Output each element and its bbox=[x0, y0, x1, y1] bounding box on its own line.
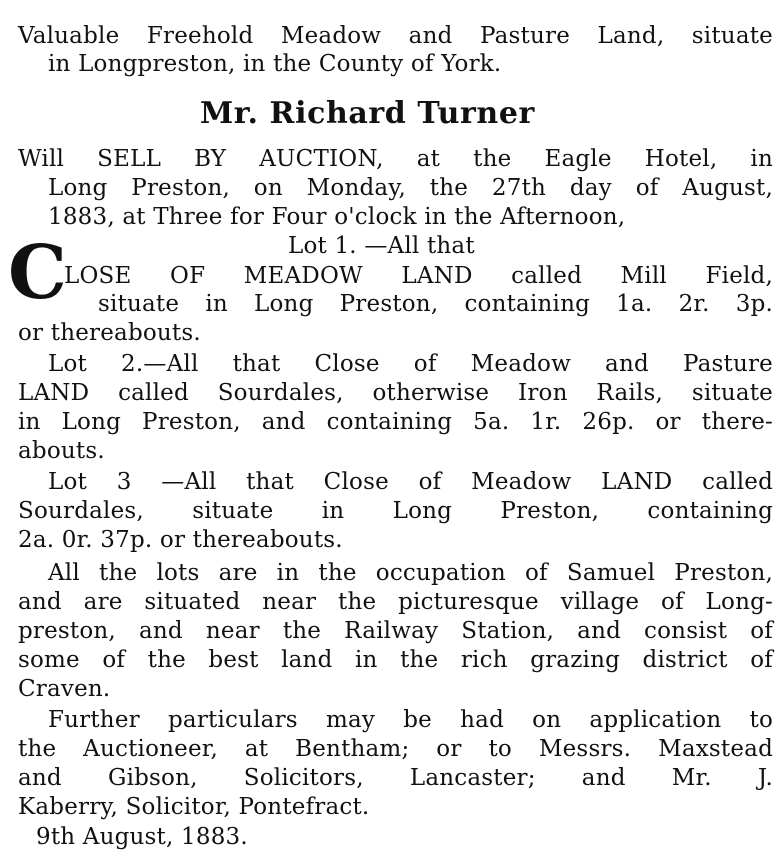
lot1-dropcap: C bbox=[8, 230, 67, 316]
particulars-line-4: Kaberry, Solicitor, Pontefract. bbox=[18, 794, 370, 820]
lot1-line-2: situate in Long Preston, containing 1a. 2r. 3p. bbox=[98, 291, 773, 317]
particulars-line-1: Further particulars may be had on application to bbox=[48, 707, 773, 733]
particulars-line-2: the Auctioneer, at Bentham; or to Messrs. Maxstead bbox=[18, 736, 773, 762]
lot2-line-3: in Long Preston, and containing 5a. 1r. 26p. or there- bbox=[18, 409, 773, 435]
notice-date: 9th August, 1883. bbox=[36, 824, 248, 850]
lot3-line-3: 2a. 0r. 37p. or thereabouts. bbox=[18, 527, 343, 553]
intro-line-1: Will SELL BY AUCTION, at the Eagle Hotel, in bbox=[18, 146, 773, 172]
lot2-line-4: abouts. bbox=[18, 438, 105, 464]
intro-line-3: 1883, at Three for Four o'clock in the Afternoon, bbox=[48, 204, 626, 230]
occupation-line-1: All the lots are in the occupation of Samuel Preston, bbox=[48, 560, 773, 586]
particulars-line-3: and Gibson, Solicitors, Lancaster; and Mr. J. bbox=[18, 765, 773, 791]
lot3-line-1: Lot 3 —All that Close of Meadow LAND called bbox=[48, 469, 773, 495]
heading-line-2: in Longpreston, in the County of York. bbox=[48, 51, 502, 77]
occupation-line-3: preston, and near the Railway Station, and consist of bbox=[18, 618, 773, 644]
lot1-line-1: LOSE OF MEADOW LAND called Mill Field, bbox=[64, 263, 773, 289]
heading-line-1: Valuable Freehold Meadow and Pasture Land, situate bbox=[18, 23, 773, 49]
auctioneer-name: Mr. Richard Turner bbox=[200, 96, 535, 131]
lot2-line-1: Lot 2.—All that Close of Meadow and Pasture bbox=[48, 351, 773, 377]
lot1-heading: Lot 1. —All that bbox=[288, 233, 475, 259]
lot3-line-2: Sourdales, situate in Long Preston, containing bbox=[18, 498, 773, 524]
lot1-line-3: or thereabouts. bbox=[18, 320, 201, 346]
occupation-line-4: some of the best land in the rich grazing district of bbox=[18, 647, 773, 673]
occupation-line-5: Craven. bbox=[18, 676, 111, 702]
lot2-line-2: LAND called Sourdales, otherwise Iron Rails, situate bbox=[18, 380, 773, 406]
intro-line-2: Long Preston, on Monday, the 27th day of August, bbox=[48, 175, 773, 201]
occupation-line-2: and are situated near the picturesque village of Long- bbox=[18, 589, 773, 615]
